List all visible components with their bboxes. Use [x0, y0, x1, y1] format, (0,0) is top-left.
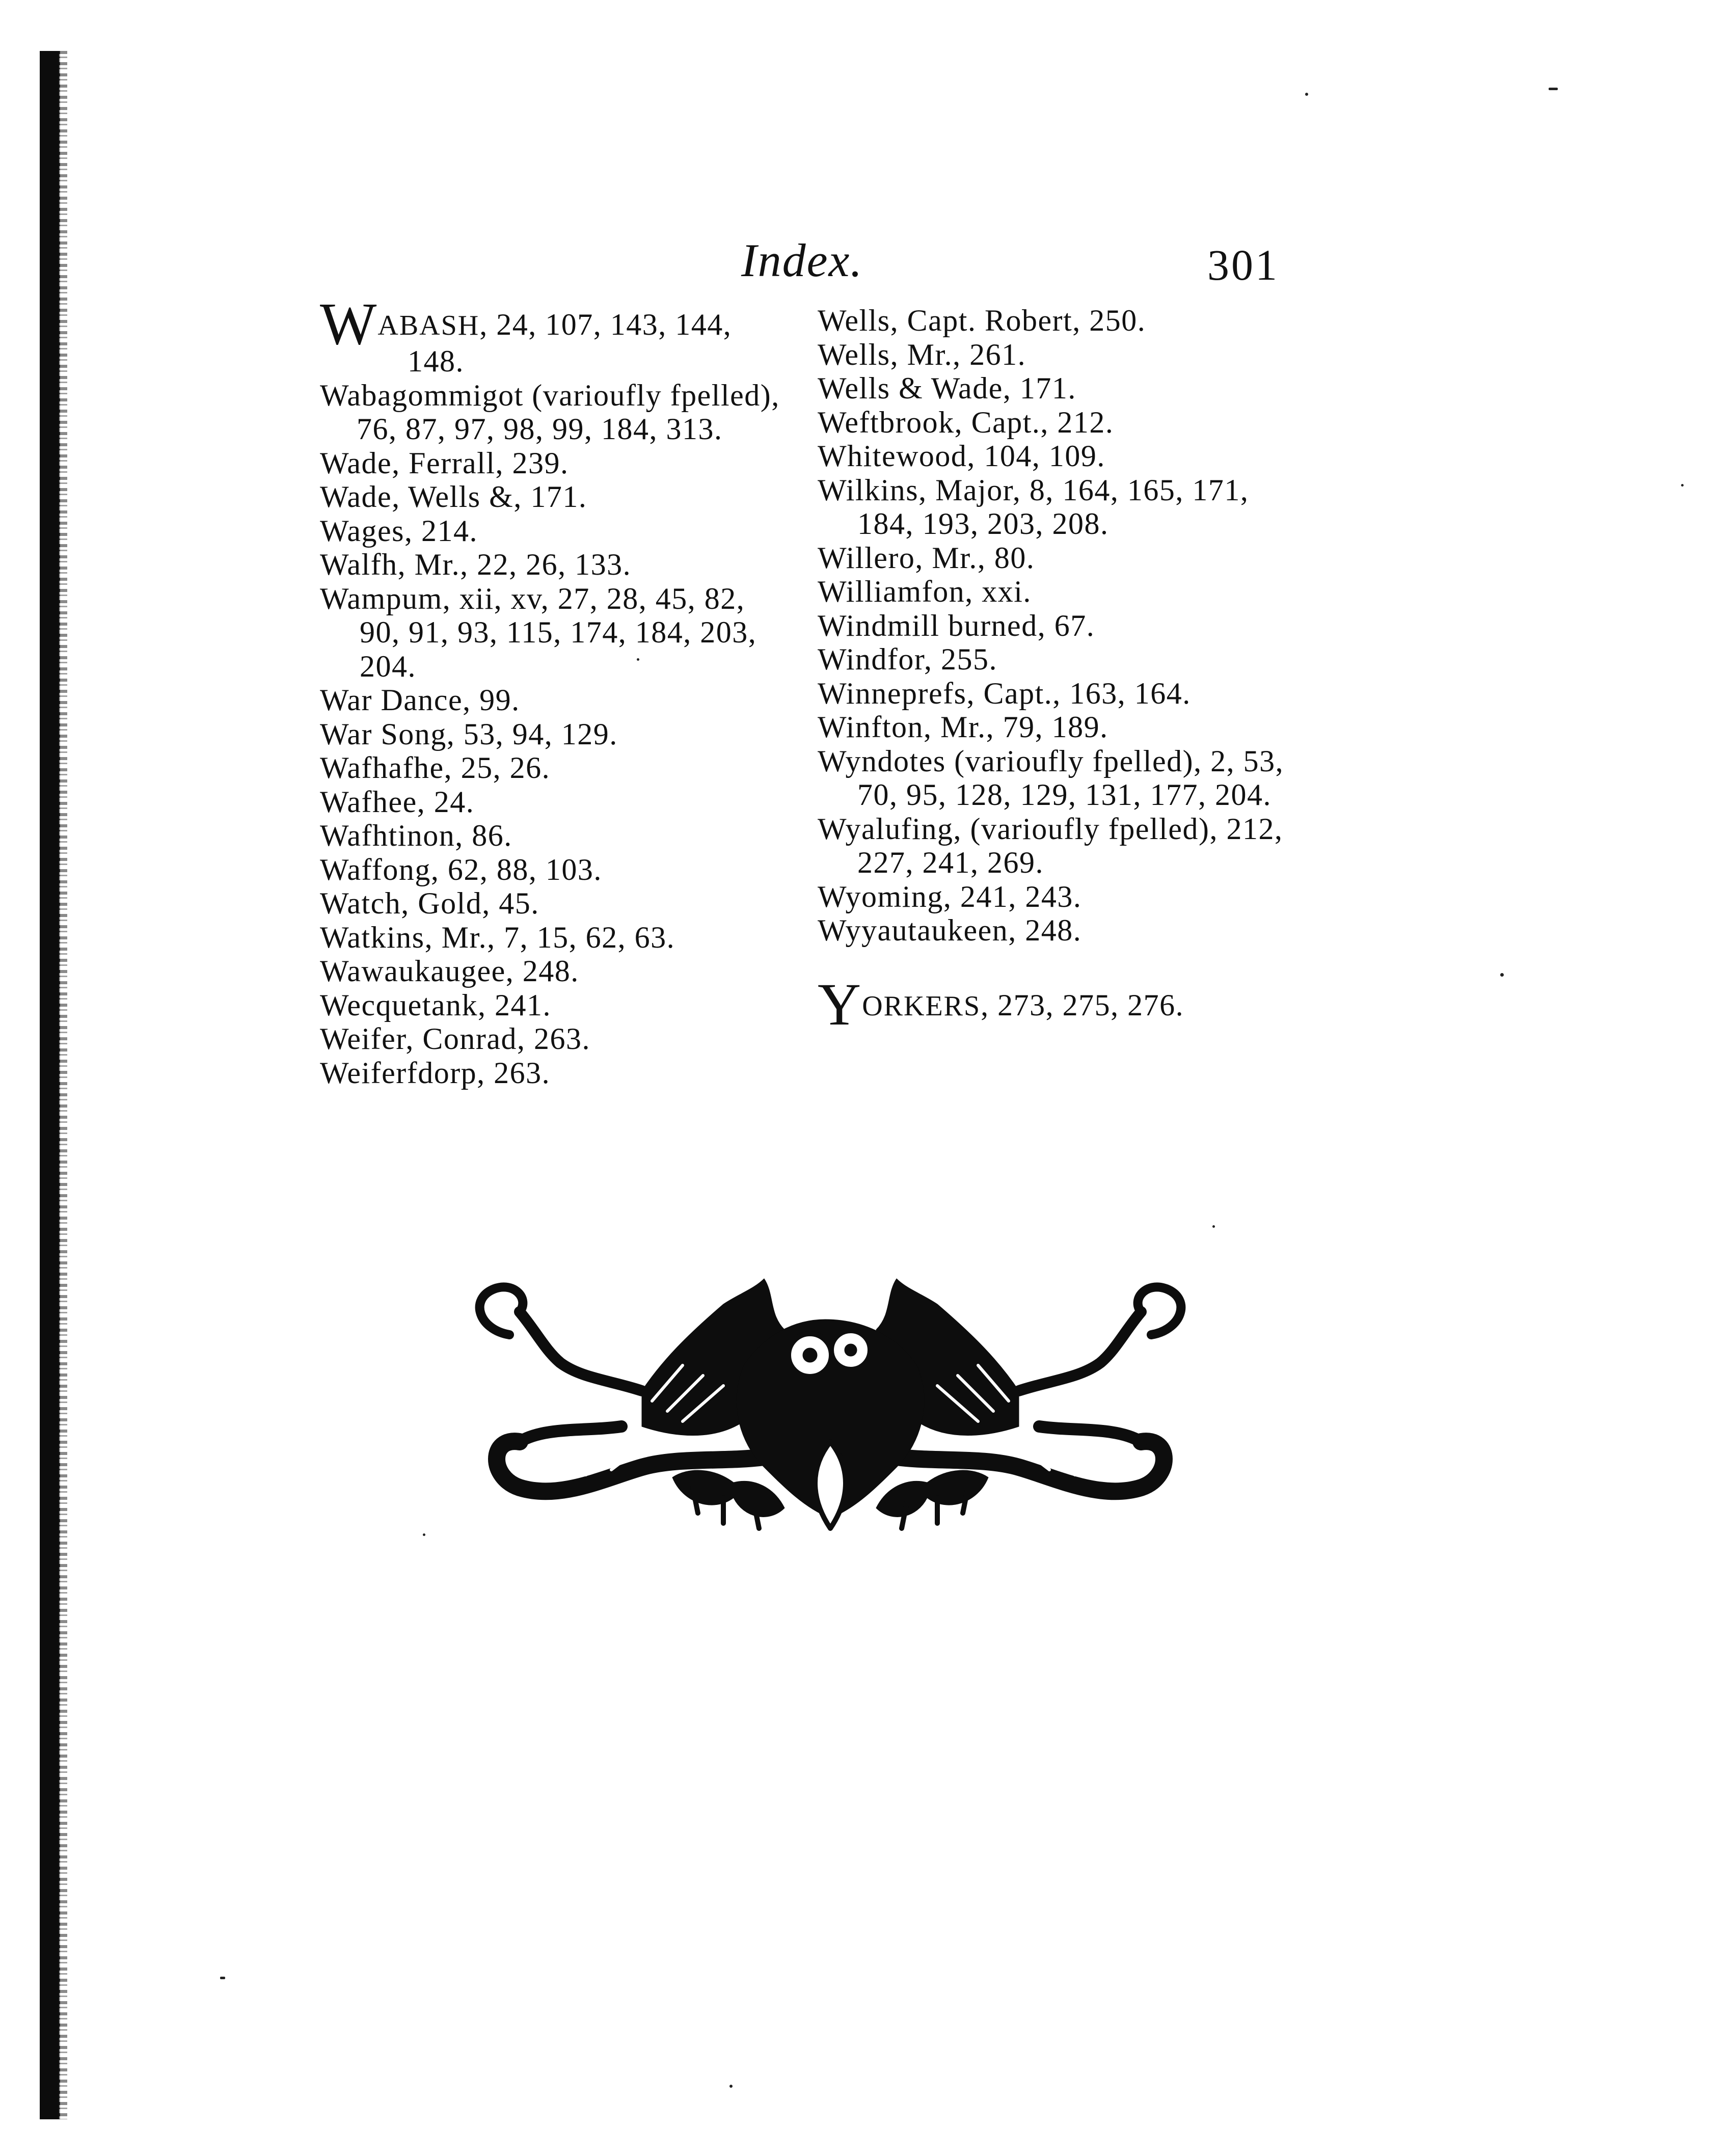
index-entry: Williamfon, xxi.	[818, 575, 1032, 608]
index-entry: Wawaukaugee, 248.	[320, 954, 579, 988]
index-refs: , 24, 107, 143, 144,	[479, 308, 732, 341]
index-entry: Wabagommigot (varioufly fpelled),	[320, 378, 780, 412]
index-entry: Windmill burned, 67.	[818, 608, 1095, 642]
index-entry: Willero, Mr., 80.	[818, 541, 1035, 575]
index-entry: Winneprefs, Capt., 163, 164.	[818, 676, 1191, 710]
index-entry: Wells, Capt. Robert, 250.	[818, 304, 1146, 337]
index-entry: Weifer, Conrad, 263.	[320, 1022, 590, 1056]
scan-speck	[423, 1533, 425, 1536]
drop-initial: Y	[818, 971, 861, 1038]
index-entry: Watkins, Mr., 7, 15, 62, 63.	[320, 920, 675, 954]
index-entry: Wages, 214.	[320, 514, 478, 548]
index-entry: Wecquetank, 241.	[320, 988, 552, 1022]
scan-speck	[1500, 973, 1504, 977]
index-entry: 227, 241, 269.	[857, 846, 1044, 879]
index-entry: War Song, 53, 94, 129.	[320, 717, 618, 751]
index-entry: Wampum, xii, xv, 27, 28, 45, 82,	[320, 581, 745, 615]
running-header-title: Index.	[741, 234, 863, 286]
index-entry: Winfton, Mr., 79, 189.	[818, 710, 1108, 744]
index-entry: Windfor, 255.	[818, 642, 997, 676]
index-entry: Wafhtinon, 86.	[320, 819, 512, 852]
index-entry: Wilkins, Major, 8, 164, 165, 171,	[818, 473, 1249, 507]
index-entry: 148.	[408, 344, 464, 378]
scan-speck	[1305, 93, 1308, 96]
index-entry: 90, 91, 93, 115, 174, 184, 203,	[360, 615, 757, 649]
scan-speck	[1681, 484, 1684, 487]
index-entry: Waffong, 62, 88, 103.	[320, 852, 602, 886]
book-spine-shadow	[40, 51, 60, 2119]
scan-speck	[220, 1977, 225, 1979]
index-column-left	[320, 290, 809, 1090]
index-column-right	[818, 304, 1307, 1038]
index-entry: 204.	[360, 649, 416, 683]
scan-speck	[729, 2085, 733, 2088]
page-number: 301	[1207, 240, 1279, 289]
index-entry: Wyndotes (varioufly fpelled), 2, 53,	[818, 744, 1284, 778]
small-caps-heading: ABASH	[377, 310, 480, 341]
index-entry: Walfh, Mr., 22, 26, 133.	[320, 548, 632, 581]
scan-speck	[1549, 88, 1558, 90]
index-refs: , 273, 275, 276.	[981, 988, 1184, 1022]
index-entry	[818, 971, 1307, 1038]
index-entry: Wade, Ferrall, 239.	[320, 446, 569, 480]
griffin-tailpiece-ornament-icon	[458, 1274, 1202, 1539]
scan-speck	[1212, 1225, 1215, 1228]
index-entry: Watch, Gold, 45.	[320, 886, 539, 920]
index-entry: Weftbrook, Capt., 212.	[818, 405, 1114, 439]
index-entry: Wade, Wells &, 171.	[320, 480, 587, 514]
drop-initial: W	[320, 290, 377, 357]
small-caps-heading: ORKERS	[862, 990, 981, 1022]
index-entry: Wafhee, 24.	[320, 785, 475, 819]
index-entry: Weiferfdorp, 263.	[320, 1056, 551, 1090]
index-entry: Wyoming, 241, 243.	[818, 879, 1082, 913]
index-entry: Wyyautaukeen, 248.	[818, 913, 1082, 947]
index-entry: 76, 87, 97, 98, 99, 184, 313.	[357, 412, 723, 446]
index-entry: Wells & Wade, 171.	[818, 371, 1076, 405]
index-entry: Wafhafhe, 25, 26.	[320, 751, 551, 785]
index-entry	[320, 290, 809, 357]
index-entry: Whitewood, 104, 109.	[818, 439, 1105, 473]
index-entry: Wells, Mr., 261.	[818, 337, 1026, 371]
index-entry: 70, 95, 128, 129, 131, 177, 204.	[857, 778, 1271, 812]
index-entry: Wyalufing, (varioufly fpelled), 212,	[818, 812, 1283, 846]
index-entry: War Dance, 99.	[320, 683, 520, 717]
index-entry: 184, 193, 203, 208.	[857, 507, 1109, 541]
